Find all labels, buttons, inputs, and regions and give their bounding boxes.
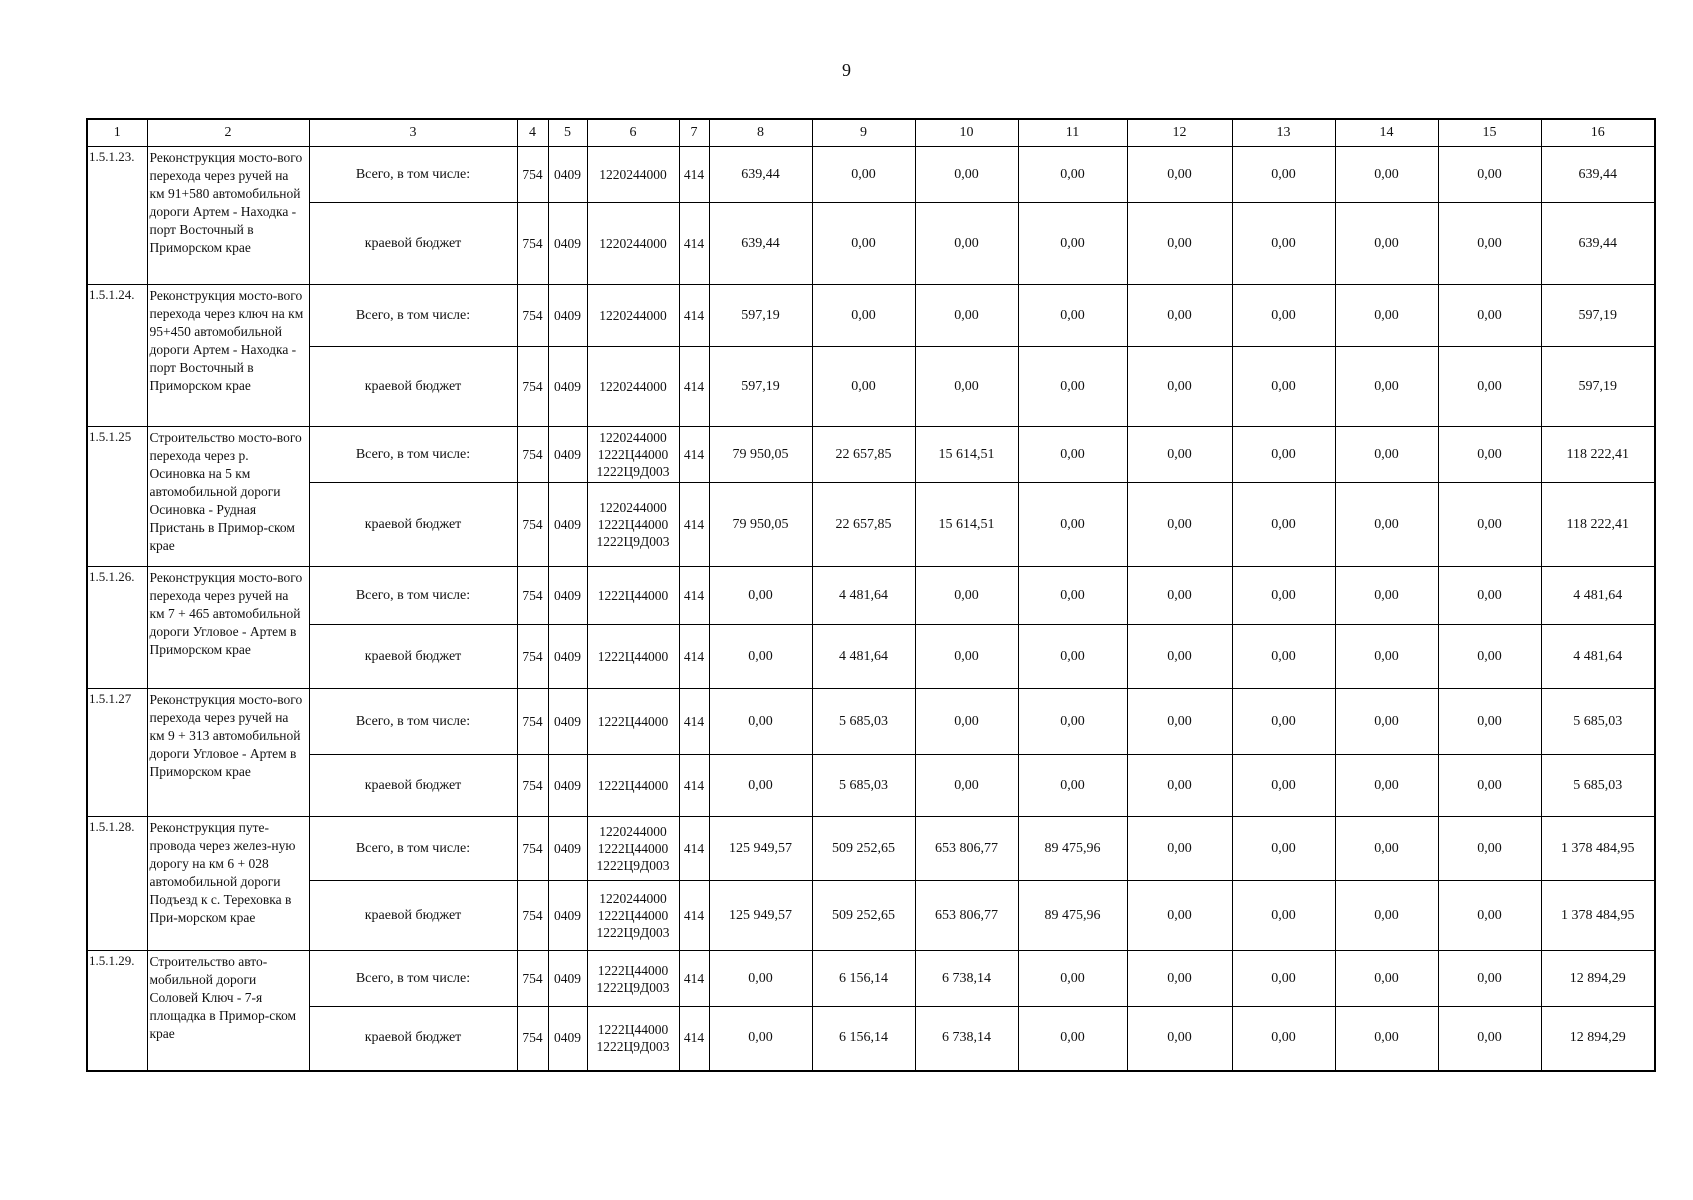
table-row	[87, 951, 1655, 1007]
code-col-5: 0409	[548, 427, 587, 483]
code-col-4: 754	[517, 285, 548, 347]
amount-col-16: 5 685,03	[1541, 689, 1655, 755]
table-row	[87, 881, 1655, 951]
code-col-6	[587, 203, 679, 285]
amount-col-11: 0,00	[1018, 755, 1127, 817]
budget-code: 1222Ц44000	[597, 908, 669, 923]
amount-col-14: 0,00	[1335, 347, 1438, 427]
amount-col-9: 0,00	[812, 203, 915, 285]
item-name: Реконструкция путе-провода через желез-ную дорогу на км 6 + 028 автомобильной дороги Подъезд к с. Тереховка в При-морском крае	[147, 817, 309, 951]
code-col-7: 414	[679, 203, 709, 285]
amount-col-13: 0,00	[1232, 951, 1335, 1007]
code-col-5: 0409	[548, 483, 587, 567]
code-col-4: 754	[517, 347, 548, 427]
amount-col-10: 0,00	[915, 147, 1018, 203]
code-col-4: 754	[517, 427, 548, 483]
code-col-5: 0409	[548, 817, 587, 881]
amount-col-10: 653 806,77	[915, 817, 1018, 881]
amount-col-9: 4 481,64	[812, 625, 915, 689]
amount-col-10: 15 614,51	[915, 483, 1018, 567]
amount-col-13: 0,00	[1232, 483, 1335, 567]
amount-col-11: 0,00	[1018, 951, 1127, 1007]
amount-col-10: 0,00	[915, 285, 1018, 347]
amount-col-15: 0,00	[1438, 951, 1541, 1007]
amount-col-8: 79 950,05	[709, 483, 812, 567]
amount-col-16: 1 378 484,95	[1541, 881, 1655, 951]
budget-code: 1222Ц44000	[597, 517, 669, 532]
funding-source: краевой бюджет	[309, 347, 517, 427]
amount-col-11: 0,00	[1018, 483, 1127, 567]
amount-col-8: 639,44	[709, 203, 812, 285]
code-col-5: 0409	[548, 951, 587, 1007]
page-number: 9	[842, 60, 851, 80]
amount-col-12: 0,00	[1127, 689, 1232, 755]
column-header: 7	[679, 119, 709, 147]
amount-col-16: 639,44	[1541, 203, 1655, 285]
amount-col-13: 0,00	[1232, 203, 1335, 285]
code-col-4: 754	[517, 689, 548, 755]
amount-col-9: 5 685,03	[812, 689, 915, 755]
column-header: 2	[147, 119, 309, 147]
item-name: Строительство авто-мобильной дороги Соловей Ключ - 7-я площадка в Примор-ском крае	[147, 951, 309, 1071]
amount-col-15: 0,00	[1438, 347, 1541, 427]
table-body	[87, 147, 1655, 1071]
code-col-7: 414	[679, 567, 709, 625]
budget-code: 1222Ц44000	[597, 1022, 669, 1038]
amount-col-8: 0,00	[709, 755, 812, 817]
table-row	[87, 285, 1655, 347]
amount-col-11: 0,00	[1018, 203, 1127, 285]
funding-source: Всего, в том числе:	[309, 285, 517, 347]
amount-col-9: 6 156,14	[812, 1007, 915, 1071]
column-header: 10	[915, 119, 1018, 147]
column-header: 12	[1127, 119, 1232, 147]
amount-col-12: 0,00	[1127, 285, 1232, 347]
amount-col-16: 4 481,64	[1541, 567, 1655, 625]
amount-col-8: 0,00	[709, 1007, 812, 1071]
budget-code: 1222Ц9Д003	[596, 858, 670, 873]
amount-col-12: 0,00	[1127, 881, 1232, 951]
amount-col-8: 125 949,57	[709, 817, 812, 881]
amount-col-16: 118 222,41	[1541, 427, 1655, 483]
code-col-6	[587, 567, 679, 625]
amount-col-14: 0,00	[1335, 625, 1438, 689]
column-header: 9	[812, 119, 915, 147]
funding-source: краевой бюджет	[309, 755, 517, 817]
code-col-6	[587, 1007, 679, 1071]
budget-code: 1222Ц9Д003	[596, 464, 670, 479]
amount-col-9: 6 156,14	[812, 951, 915, 1007]
budget-code: 1222Ц44000	[597, 714, 669, 729]
amount-col-12: 0,00	[1127, 817, 1232, 881]
code-col-7: 414	[679, 625, 709, 689]
amount-col-16: 639,44	[1541, 147, 1655, 203]
amount-col-14: 0,00	[1335, 285, 1438, 347]
budget-code: 1220244000	[599, 500, 667, 515]
code-col-6	[587, 689, 679, 755]
amount-col-11: 0,00	[1018, 689, 1127, 755]
column-header: 5	[548, 119, 587, 147]
column-header: 16	[1541, 119, 1655, 147]
amount-col-15: 0,00	[1438, 881, 1541, 951]
amount-col-8: 639,44	[709, 147, 812, 203]
budget-code: 1222Ц44000	[597, 588, 669, 603]
code-col-5: 0409	[548, 1007, 587, 1071]
code-col-4: 754	[517, 567, 548, 625]
amount-col-11: 0,00	[1018, 347, 1127, 427]
budget-code: 1222Ц9Д003	[596, 979, 670, 995]
amount-col-9: 22 657,85	[812, 427, 915, 483]
amount-col-10: 0,00	[915, 347, 1018, 427]
budget-code: 1220244000	[599, 379, 667, 394]
header-row	[87, 119, 1655, 147]
code-col-7: 414	[679, 817, 709, 881]
budget-code: 1222Ц44000	[597, 778, 669, 793]
amount-col-13: 0,00	[1232, 147, 1335, 203]
item-number: 1.5.1.28.	[87, 817, 147, 951]
budget-code: 1222Ц9Д003	[596, 534, 670, 549]
amount-col-8: 125 949,57	[709, 881, 812, 951]
amount-col-15: 0,00	[1438, 755, 1541, 817]
code-col-5: 0409	[548, 881, 587, 951]
item-name: Реконструкция мосто-вого перехода через ручей на км 91+580 автомобильной дороги Артем - Находка - порт Восточный в Приморском крае	[147, 147, 309, 285]
amount-col-12: 0,00	[1127, 427, 1232, 483]
code-col-6	[587, 755, 679, 817]
amount-col-12: 0,00	[1127, 147, 1232, 203]
amount-col-12: 0,00	[1127, 755, 1232, 817]
budget-code: 1220244000	[599, 167, 667, 182]
amount-col-9: 5 685,03	[812, 755, 915, 817]
item-name: Строительство мосто-вого перехода через р. Осиновка на 5 км автомобильной дороги Осиновка - Рудная Пристань в Примор-ском крае	[147, 427, 309, 567]
amount-col-8: 597,19	[709, 285, 812, 347]
amount-col-14: 0,00	[1335, 147, 1438, 203]
amount-col-8: 0,00	[709, 951, 812, 1007]
amount-col-15: 0,00	[1438, 1007, 1541, 1071]
amount-col-12: 0,00	[1127, 951, 1232, 1007]
amount-col-14: 0,00	[1335, 817, 1438, 881]
amount-col-9: 509 252,65	[812, 881, 915, 951]
amount-col-14: 0,00	[1335, 567, 1438, 625]
code-col-5: 0409	[548, 285, 587, 347]
code-col-7: 414	[679, 347, 709, 427]
code-col-7: 414	[679, 1007, 709, 1071]
table-row	[87, 689, 1655, 755]
amount-col-13: 0,00	[1232, 689, 1335, 755]
column-header: 6	[587, 119, 679, 147]
budget-code: 1220244000	[599, 824, 667, 839]
amount-col-10: 0,00	[915, 625, 1018, 689]
table-row	[87, 347, 1655, 427]
amount-col-10: 15 614,51	[915, 427, 1018, 483]
amount-col-8: 0,00	[709, 689, 812, 755]
code-col-5: 0409	[548, 755, 587, 817]
amount-col-8: 597,19	[709, 347, 812, 427]
funding-source: краевой бюджет	[309, 203, 517, 285]
code-col-6	[587, 951, 679, 1007]
funding-source: Всего, в том числе:	[309, 817, 517, 881]
amount-col-8: 0,00	[709, 625, 812, 689]
budget-code: 1222Ц44000	[597, 962, 669, 978]
amount-col-11: 0,00	[1018, 567, 1127, 625]
amount-col-15: 0,00	[1438, 625, 1541, 689]
amount-col-13: 0,00	[1232, 755, 1335, 817]
budget-code: 1222Ц44000	[597, 841, 669, 856]
amount-col-14: 0,00	[1335, 1007, 1438, 1071]
funding-source: Всего, в том числе:	[309, 427, 517, 483]
amount-col-8: 0,00	[709, 567, 812, 625]
funding-source: Всего, в том числе:	[309, 951, 517, 1007]
item-number: 1.5.1.25	[87, 427, 147, 567]
amount-col-16: 597,19	[1541, 285, 1655, 347]
item-number: 1.5.1.24.	[87, 285, 147, 427]
amount-col-15: 0,00	[1438, 483, 1541, 567]
column-header: 3	[309, 119, 517, 147]
code-col-5: 0409	[548, 567, 587, 625]
code-col-5: 0409	[548, 347, 587, 427]
code-col-5: 0409	[548, 689, 587, 755]
code-col-7: 414	[679, 689, 709, 755]
code-col-4: 754	[517, 203, 548, 285]
amount-col-12: 0,00	[1127, 625, 1232, 689]
amount-col-10: 6 738,14	[915, 951, 1018, 1007]
column-header: 8	[709, 119, 812, 147]
code-col-7: 414	[679, 483, 709, 567]
amount-col-8: 79 950,05	[709, 427, 812, 483]
item-number: 1.5.1.27	[87, 689, 147, 817]
amount-col-11: 0,00	[1018, 625, 1127, 689]
amount-col-15: 0,00	[1438, 817, 1541, 881]
item-number: 1.5.1.23.	[87, 147, 147, 285]
table-row	[87, 1007, 1655, 1071]
table-row	[87, 427, 1655, 483]
budget-code: 1220244000	[599, 236, 667, 251]
amount-col-13: 0,00	[1232, 881, 1335, 951]
funding-source: Всего, в том числе:	[309, 689, 517, 755]
amount-col-11: 89 475,96	[1018, 817, 1127, 881]
amount-col-12: 0,00	[1127, 347, 1232, 427]
amount-col-16: 118 222,41	[1541, 483, 1655, 567]
amount-col-9: 509 252,65	[812, 817, 915, 881]
code-col-6	[587, 285, 679, 347]
code-col-4: 754	[517, 881, 548, 951]
budget-table	[86, 118, 1656, 1072]
table-row	[87, 817, 1655, 881]
table-row	[87, 755, 1655, 817]
budget-code: 1222Ц9Д003	[596, 925, 670, 940]
code-col-6	[587, 427, 679, 483]
code-col-5: 0409	[548, 625, 587, 689]
code-col-6	[587, 483, 679, 567]
code-col-6	[587, 881, 679, 951]
amount-col-15: 0,00	[1438, 689, 1541, 755]
item-number: 1.5.1.29.	[87, 951, 147, 1071]
amount-col-16: 1 378 484,95	[1541, 817, 1655, 881]
funding-source: краевой бюджет	[309, 483, 517, 567]
budget-code: 1220244000	[599, 308, 667, 323]
amount-col-11: 0,00	[1018, 285, 1127, 347]
amount-col-13: 0,00	[1232, 347, 1335, 427]
amount-col-15: 0,00	[1438, 427, 1541, 483]
amount-col-16: 12 894,29	[1541, 1007, 1655, 1071]
column-header: 11	[1018, 119, 1127, 147]
amount-col-11: 89 475,96	[1018, 881, 1127, 951]
code-col-7: 414	[679, 881, 709, 951]
column-header: 4	[517, 119, 548, 147]
amount-col-13: 0,00	[1232, 567, 1335, 625]
budget-code: 1222Ц44000	[597, 649, 669, 664]
code-col-7: 414	[679, 285, 709, 347]
amount-col-15: 0,00	[1438, 147, 1541, 203]
column-header: 13	[1232, 119, 1335, 147]
amount-col-9: 4 481,64	[812, 567, 915, 625]
amount-col-15: 0,00	[1438, 567, 1541, 625]
amount-col-11: 0,00	[1018, 1007, 1127, 1071]
funding-source: краевой бюджет	[309, 1007, 517, 1071]
column-header: 1	[87, 119, 147, 147]
amount-col-14: 0,00	[1335, 755, 1438, 817]
amount-col-14: 0,00	[1335, 689, 1438, 755]
item-name: Реконструкция мосто-вого перехода через ручей на км 7 + 465 автомобильной дороги Угловое - Артем в Приморском крае	[147, 567, 309, 689]
amount-col-10: 653 806,77	[915, 881, 1018, 951]
funding-source: Всего, в том числе:	[309, 567, 517, 625]
amount-col-14: 0,00	[1335, 951, 1438, 1007]
code-col-5: 0409	[548, 203, 587, 285]
amount-col-13: 0,00	[1232, 427, 1335, 483]
code-col-7: 414	[679, 147, 709, 203]
amount-col-15: 0,00	[1438, 203, 1541, 285]
funding-source: краевой бюджет	[309, 625, 517, 689]
code-col-7: 414	[679, 951, 709, 1007]
amount-col-9: 0,00	[812, 285, 915, 347]
table-row	[87, 483, 1655, 567]
amount-col-14: 0,00	[1335, 881, 1438, 951]
code-col-6	[587, 817, 679, 881]
amount-col-14: 0,00	[1335, 427, 1438, 483]
amount-col-12: 0,00	[1127, 1007, 1232, 1071]
amount-col-12: 0,00	[1127, 567, 1232, 625]
amount-col-12: 0,00	[1127, 203, 1232, 285]
budget-code: 1222Ц44000	[597, 447, 669, 462]
amount-col-9: 22 657,85	[812, 483, 915, 567]
budget-code: 1220244000	[599, 430, 667, 445]
amount-col-11: 0,00	[1018, 427, 1127, 483]
amount-col-13: 0,00	[1232, 1007, 1335, 1071]
funding-source: Всего, в том числе:	[309, 147, 517, 203]
budget-code: 1220244000	[599, 891, 667, 906]
column-header: 14	[1335, 119, 1438, 147]
item-number: 1.5.1.26.	[87, 567, 147, 689]
table-row	[87, 567, 1655, 625]
table-row	[87, 203, 1655, 285]
code-col-6	[587, 147, 679, 203]
amount-col-9: 0,00	[812, 147, 915, 203]
amount-col-14: 0,00	[1335, 483, 1438, 567]
amount-col-16: 5 685,03	[1541, 755, 1655, 817]
amount-col-13: 0,00	[1232, 285, 1335, 347]
amount-col-10: 6 738,14	[915, 1007, 1018, 1071]
amount-col-12: 0,00	[1127, 483, 1232, 567]
table-row	[87, 625, 1655, 689]
amount-col-14: 0,00	[1335, 203, 1438, 285]
amount-col-10: 0,00	[915, 689, 1018, 755]
amount-col-10: 0,00	[915, 203, 1018, 285]
code-col-4: 754	[517, 483, 548, 567]
amount-col-13: 0,00	[1232, 817, 1335, 881]
amount-col-11: 0,00	[1018, 147, 1127, 203]
amount-col-13: 0,00	[1232, 625, 1335, 689]
budget-code: 1222Ц9Д003	[596, 1039, 670, 1055]
amount-col-16: 4 481,64	[1541, 625, 1655, 689]
amount-col-16: 597,19	[1541, 347, 1655, 427]
table-row	[87, 147, 1655, 203]
code-col-7: 414	[679, 427, 709, 483]
funding-source: краевой бюджет	[309, 881, 517, 951]
code-col-4: 754	[517, 951, 548, 1007]
code-col-4: 754	[517, 147, 548, 203]
code-col-6	[587, 625, 679, 689]
code-col-7: 414	[679, 755, 709, 817]
amount-col-15: 0,00	[1438, 285, 1541, 347]
code-col-4: 754	[517, 625, 548, 689]
column-header: 15	[1438, 119, 1541, 147]
amount-col-10: 0,00	[915, 567, 1018, 625]
item-name: Реконструкция мосто-вого перехода через ручей на км 9 + 313 автомобильной дороги Угловое - Артем в Приморском крае	[147, 689, 309, 817]
code-col-4: 754	[517, 755, 548, 817]
code-col-6	[587, 347, 679, 427]
code-col-4: 754	[517, 1007, 548, 1071]
item-name: Реконструкция мосто-вого перехода через ключ на км 95+450 автомобильной дороги Артем - Находка - порт Восточный в Приморском крае	[147, 285, 309, 427]
code-col-5: 0409	[548, 147, 587, 203]
amount-col-10: 0,00	[915, 755, 1018, 817]
amount-col-16: 12 894,29	[1541, 951, 1655, 1007]
amount-col-9: 0,00	[812, 347, 915, 427]
code-col-4: 754	[517, 817, 548, 881]
